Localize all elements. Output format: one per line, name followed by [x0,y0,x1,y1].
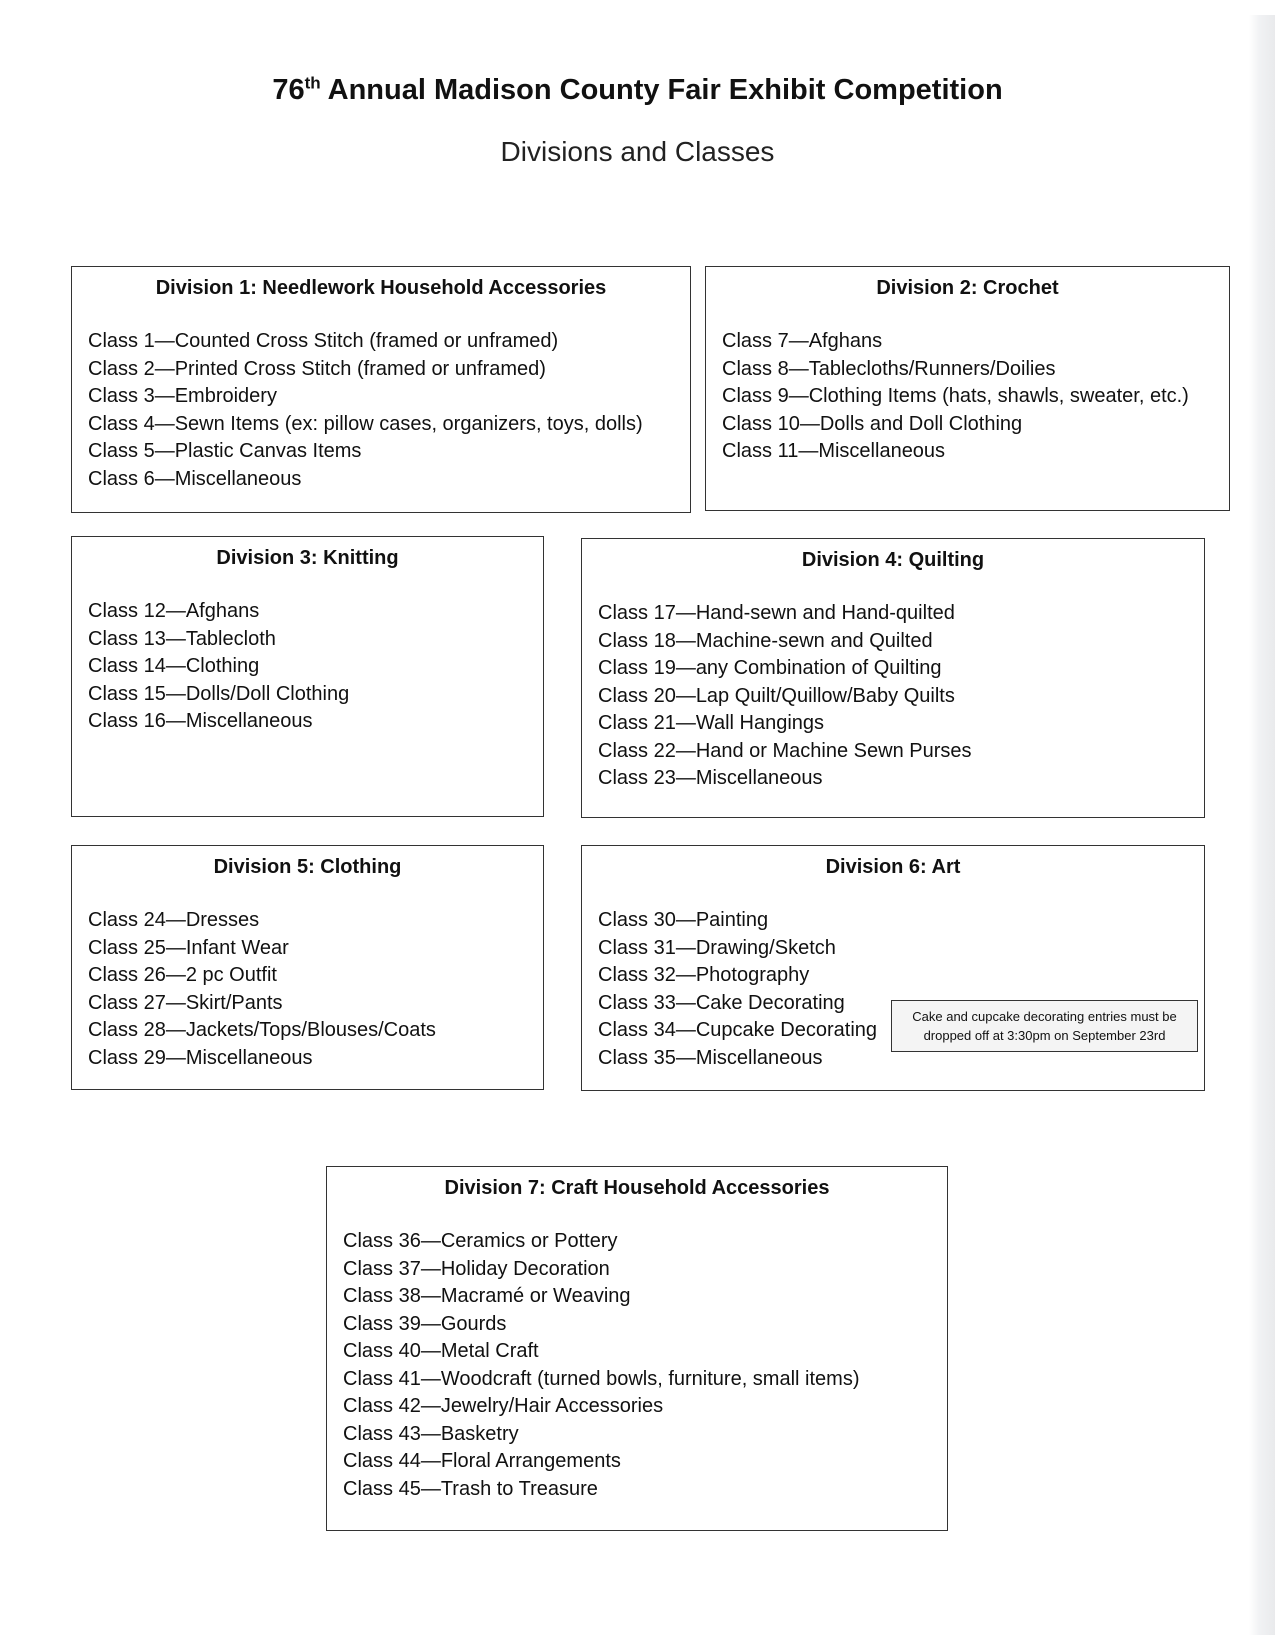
class-list [88,907,543,1072]
class-item: Class 40—Metal Craft [343,1340,539,1362]
note-line: Cake and cupcake decorating entries must be [912,1009,1177,1024]
class-item: Class 26—2 pc Outfit [88,964,277,986]
class-item: Class 16—Miscellaneous [88,710,313,732]
division-1-box [71,266,691,513]
class-item: Class 20—Lap Quilt/Quillow/Baby Quilts [598,684,955,707]
class-item: Class 18—Machine-sewn and Quilted [598,629,933,652]
division-heading: Division 4: Quilting [801,549,985,571]
cake-dropoff-note [891,1000,1198,1052]
class-item: Class 31—Drawing/Sketch [598,936,836,959]
class-item: Class 27—Skirt/Pants [88,991,283,1014]
class-item: Class 2—Printed Cross Stitch (framed or unframed) [88,357,546,380]
class-item: Class 10—Dolls and Doll Clothing [722,412,1023,435]
division-7-box [326,1166,948,1531]
class-item: Class 21—Wall Hangings [598,712,825,734]
class-item: Class 13—Tablecloth [88,627,276,650]
class-item: Class 33—Cake Decorating [598,991,845,1014]
class-list [598,600,1204,793]
class-item: Class 42—Jewelry/Hair Accessories [343,1395,664,1417]
division-heading: Division 2: Crochet [876,277,1059,299]
class-item: Class 23—Miscellaneous [598,767,823,789]
title-number: 76 [272,74,305,106]
class-item: Class 32—Photography [598,964,810,986]
class-item: Class 44—Floral Arrangements [343,1450,621,1472]
class-item: Class 39—Gourds [343,1312,507,1335]
class-item: Class 22—Hand or Machine Sewn Purses [598,739,972,762]
class-item: Class 29—Miscellaneous [88,1046,313,1069]
class-item: Class 3—Embroidery [88,385,277,407]
division-3-box [71,536,544,817]
class-item: Class 37—Holiday Decoration [343,1257,610,1280]
class-item: Class 24—Dresses [88,909,260,931]
class-item: Class 7—Afghans [722,330,883,352]
class-item: Class 9—Clothing Items (hats, shawls, sweater, etc.) [722,385,1189,407]
division-heading: Division 3: Knitting [216,547,399,569]
class-item: Class 17—Hand-sewn and Hand-quilted [598,602,955,624]
class-item: Class 43—Basketry [343,1422,519,1445]
division-heading: Division 1: Needlework Household Accessories [155,277,607,299]
division-heading: Division 6: Art [825,856,961,878]
page-title [0,74,1275,107]
class-list [88,598,543,736]
class-item: Class 41—Woodcraft (turned bowls, furniture, small items) [343,1367,860,1390]
class-item: Class 25—Infant Wear [88,936,289,959]
class-item: Class 19—any Combination of Quilting [598,657,942,679]
division-heading: Division 5: Clothing [213,856,402,878]
title-ordinal-suffix: th [304,73,321,93]
class-item: Class 1—Counted Cross Stitch (framed or unframed) [88,330,559,352]
title-text: Annual Madison County Fair Exhibit Competition [320,74,1003,106]
division-heading: Division 7: Craft Household Accessories [444,1177,830,1199]
class-item: Class 14—Clothing [88,655,260,677]
class-item: Class 45—Trash to Treasure [343,1477,598,1500]
class-item: Class 36—Ceramics or Pottery [343,1230,618,1252]
class-item: Class 30—Painting [598,909,769,931]
division-4-box [581,538,1205,818]
class-list [722,328,1229,466]
class-item: Class 4—Sewn Items (ex: pillow cases, organizers, toys, dolls) [88,412,643,435]
class-item: Class 34—Cupcake Decorating [598,1019,878,1041]
scanned-page-edge [1249,15,1275,1635]
class-list [88,328,690,493]
class-item: Class 28—Jackets/Tops/Blouses/Coats [88,1019,436,1041]
division-2-box [705,266,1230,511]
division-5-box [71,845,544,1090]
class-list [343,1228,947,1503]
class-item: Class 11—Miscellaneous [722,440,946,462]
note-line: dropped off at 3:30pm on September 23rd [923,1028,1166,1043]
class-item: Class 5—Plastic Canvas Items [88,440,362,462]
class-item: Class 35—Miscellaneous [598,1046,823,1069]
division-6-box [581,845,1205,1091]
class-item: Class 8—Tablecloths/Runners/Doilies [722,357,1056,380]
class-item: Class 15—Dolls/Doll Clothing [88,682,350,705]
class-item: Class 12—Afghans [88,600,260,622]
class-item: Class 38—Macramé or Weaving [343,1285,631,1307]
class-item: Class 6—Miscellaneous [88,467,302,490]
page-subtitle: Divisions and Classes [500,136,775,167]
